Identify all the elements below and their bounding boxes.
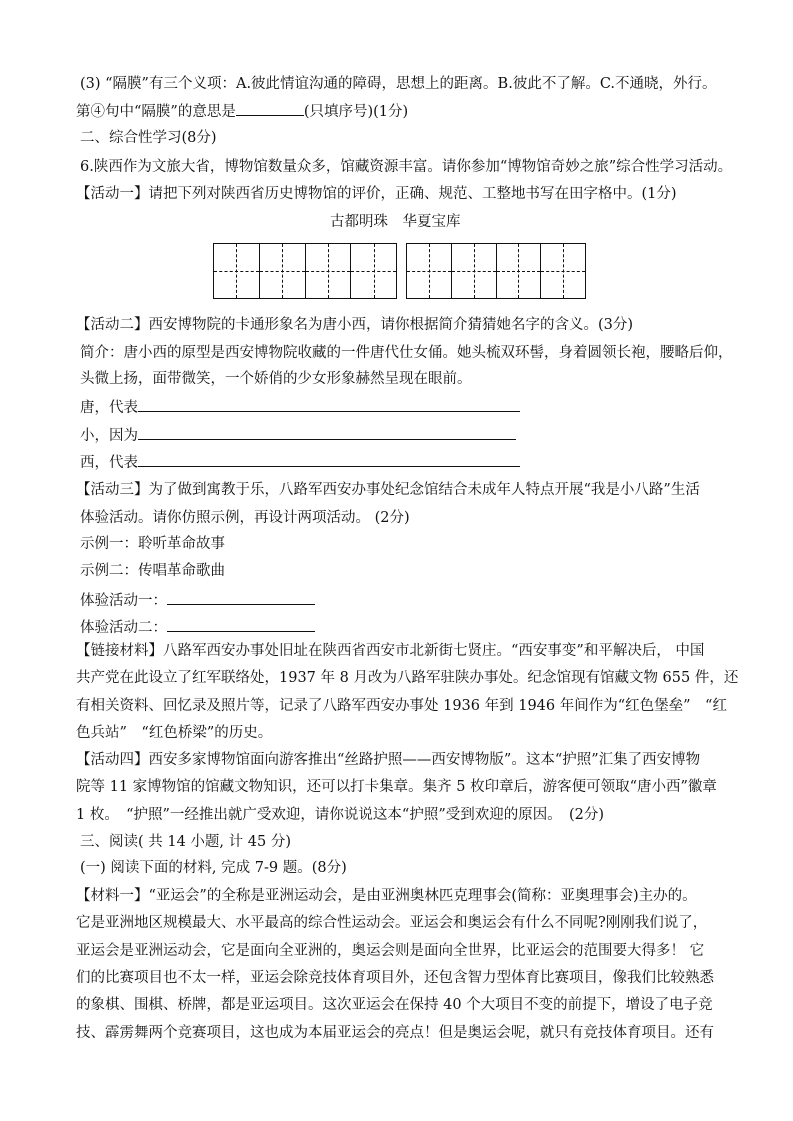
answer-blank-xiao[interactable] bbox=[138, 425, 516, 440]
tianzige-cell[interactable] bbox=[452, 244, 497, 298]
tianzige-cell[interactable] bbox=[351, 244, 396, 298]
activity4-prompt-1: 【活动四】西安多家博物馆面向游客推出“丝路护照——西安博物版”。这本“护照”汇集了西安博物 bbox=[76, 752, 701, 768]
answer-blank-xi[interactable] bbox=[138, 452, 520, 467]
activity4-prompt-2: 院等 11 家博物馆的馆藏文物知识，还可以打卡集章。集齐 5 枚印章后，游客便可领取“唐小西”徽章 bbox=[76, 779, 717, 795]
tianzige-grid-right[interactable] bbox=[406, 243, 586, 299]
activity2-intro-1: 简介：唐小西的原型是西安博物院收藏的一件唐代仕女俑。她头梳双环髻，身着圆领长袍，腰略后仰， bbox=[80, 345, 733, 361]
activity3-answer-1 bbox=[80, 590, 315, 611]
link-material-2: 共产党在此设立了红军联络处，1937 年 8 月改为八路军驻陕办事处。纪念馆现有馆藏文物 655 件，还 bbox=[76, 670, 739, 686]
material1-line-6: 技、霹雳舞两个竞赛项目，这也成为本届亚运会的亮点！但是奥运会呢，就只有竞技体育项目。还有 bbox=[76, 1025, 714, 1041]
answer-blank-gemo[interactable] bbox=[236, 101, 304, 116]
activity3-prompt-2: 体验活动。请你仿照示例，再设计两项活动。 (2分) bbox=[80, 510, 410, 526]
material1-line-5: 的象棋、围棋、桥牌，都是亚运项目。这次亚运会在保持 40 个大项目不变的前提下，增设了电子竞 bbox=[76, 997, 713, 1013]
label-activity-2: 体验活动二： bbox=[80, 620, 167, 636]
tianzige-cell[interactable] bbox=[214, 244, 260, 298]
label-xiao: 小，因为 bbox=[80, 428, 138, 444]
answer-row-xiao bbox=[80, 425, 516, 446]
tianzige-cell[interactable] bbox=[407, 244, 452, 298]
material1-line-2: 它是亚洲地区规模最大、水平最高的综合性运动会。亚运会和奥运会有什么不同呢?刚刚我们说了， bbox=[76, 915, 708, 931]
link-material-1: 【链接材料】八路军西安办事处旧址在陕西省西安市北新街七贤庄。“西安事变”和平解决后， 中国 bbox=[76, 643, 705, 659]
activity2-intro-2: 头微上扬，面带微笑，一个娇俏的少女形象赫然呈现在眼前。 bbox=[80, 371, 472, 387]
section3-heading: 三、阅读( 共 14 小题, 计 45 分) bbox=[80, 834, 291, 850]
activity3-prompt-1: 【活动三】为了做到寓教于乐，八路军西安办事处纪念馆结合未成年人特点开展“我是小八路”生活 bbox=[76, 482, 700, 498]
item3-definitions: (3) “隔膜”有三个义项：A.彼此情谊沟通的障碍，思想上的距离。B.彼此不了解。C.不通晓，外行。 bbox=[80, 76, 717, 92]
material1-line-3: 亚运会是亚洲运动会，它是面向全亚洲的，奥运会则是面向全世界，比亚运会的范围要大得多！ 它 bbox=[76, 943, 705, 959]
answer-row-xi bbox=[80, 452, 520, 473]
label-tang: 唐，代表 bbox=[80, 400, 138, 416]
label-activity-1: 体验活动一： bbox=[80, 593, 167, 609]
tianzige-cell[interactable] bbox=[497, 244, 542, 298]
reading1-heading: (一) 阅读下面的材料, 完成 7-9 题。(8分) bbox=[80, 860, 347, 876]
activity3-example-2: 示例二：传唱革命歌曲 bbox=[80, 563, 225, 579]
answer-blank-tang[interactable] bbox=[138, 397, 520, 412]
tianzige-cell[interactable] bbox=[260, 244, 306, 298]
tianzige-grid-left[interactable] bbox=[213, 243, 397, 299]
activity3-example-1: 示例一：聆听革命故事 bbox=[80, 536, 225, 552]
label-xi: 西，代表 bbox=[80, 455, 138, 471]
item3-question-text: 第④句中“隔膜”的意思是 bbox=[76, 104, 236, 120]
tianzige-cell[interactable] bbox=[541, 244, 585, 298]
link-material-4: 色兵站” “红色桥梁”的历史。 bbox=[76, 725, 273, 741]
link-material-3: 有相关资料、回忆录及照片等，记录了八路军西安办事处 1936 年到 1946 年间作为“红色堡垒” “红 bbox=[76, 698, 727, 714]
activity4-prompt-3: 1 枚。 “护照”一经推出就广受欢迎，请你说说这本“护照”受到欢迎的原因。 (2分) bbox=[76, 807, 605, 823]
activity1-prompt: 【活动一】请把下列对陕西省历史博物馆的评价，正确、规范、工整地书写在田字格中。(1分) bbox=[76, 186, 677, 202]
calligraphy-phrase: 古都明珠 华夏宝库 bbox=[330, 214, 461, 230]
answer-row-tang bbox=[80, 397, 520, 418]
section2-heading: 二、综合性学习(8分) bbox=[80, 130, 217, 146]
tianzige-cell[interactable] bbox=[306, 244, 352, 298]
activity2-prompt: 【活动二】西安博物院的卡通形象名为唐小西，请你根据简介猜猜她名字的含义。(3分) bbox=[76, 317, 634, 333]
q6-prompt: 6.陕西作为文旅大省，博物馆数量众多，馆藏资源丰富。请你参加“博物馆奇妙之旅”综合性学习活动。 bbox=[80, 159, 733, 175]
item3-question-suffix: (只填序号)(1分) bbox=[303, 104, 409, 120]
item3-question bbox=[76, 101, 408, 122]
material1-line-4: 们的比赛项目也不太一样，亚运会除竞技体育项目外，还包含智力型体育比赛项目，像我们比较熟悉 bbox=[76, 970, 714, 986]
answer-blank-activity-1[interactable] bbox=[167, 590, 315, 605]
activity3-answer-2 bbox=[80, 617, 315, 638]
answer-blank-activity-2[interactable] bbox=[167, 617, 315, 632]
material1-line-1: 【材料一】“亚运会”的全称是亚洲运动会，是由亚洲奥林匹克理事会(简称：亚奥理事会)主办的。 bbox=[76, 888, 697, 904]
